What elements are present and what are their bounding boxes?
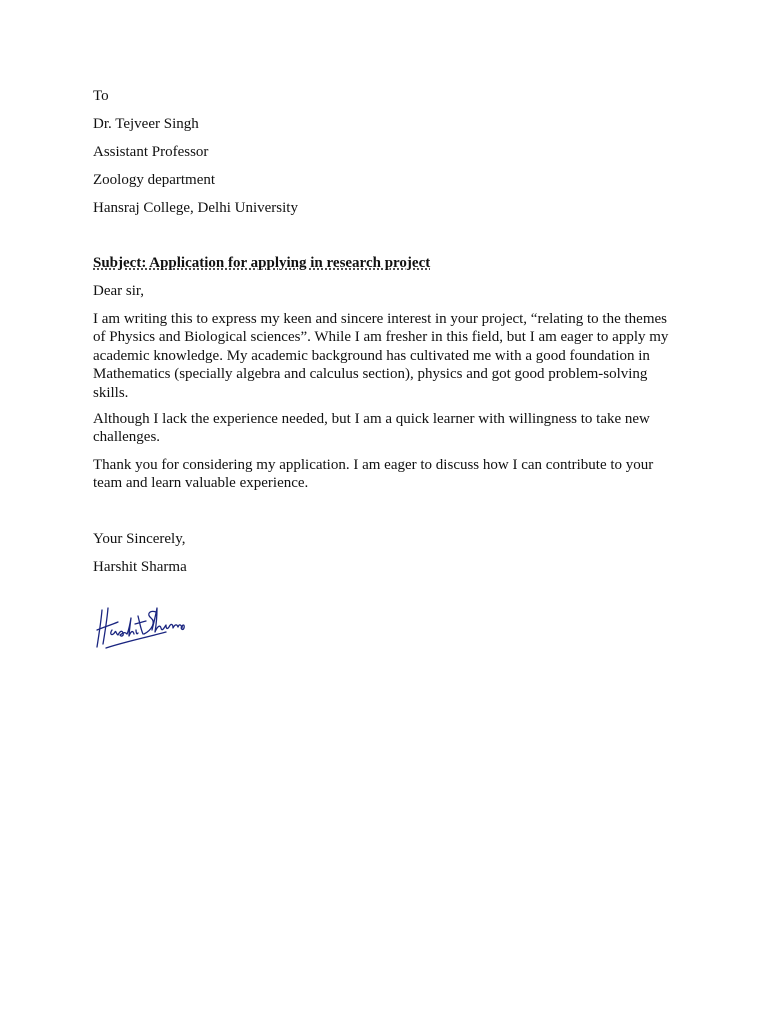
closing: Your Sincerely, bbox=[93, 531, 186, 547]
recipient-department: Zoology department bbox=[93, 172, 216, 188]
handwritten-signature bbox=[94, 600, 186, 656]
letter-subject: Subject: Application for applying in research project bbox=[93, 255, 431, 271]
recipient-name: Dr. Tejveer Singh bbox=[93, 116, 199, 132]
recipient-title: Assistant Professor bbox=[93, 144, 209, 160]
recipient-to: To bbox=[93, 88, 109, 104]
body-paragraph-2: Although I lack the experience needed, but I am a quick learner with willingness to take new challenges. bbox=[93, 411, 650, 446]
body-paragraph-3: Thank you for considering my application. I am eager to discuss how I can contribute to your team and learn valuable experience. bbox=[93, 457, 654, 492]
recipient-institution: Hansraj College, Delhi University bbox=[93, 200, 298, 216]
greeting: Dear sir, bbox=[93, 283, 145, 299]
body-paragraph-1: I am writing this to express my keen and sincere interest in your project, “relating to the themes of Physics and Biological sciences”. While I am fresher in this field, but I am eager to apply my academic knowledge. My academic background has cultivated me with a good foundation in Mathematics (specially algebra and calculus section), physics and got good problem-solving skills. bbox=[93, 311, 669, 401]
sender-name: Harshit Sharma bbox=[93, 559, 187, 575]
